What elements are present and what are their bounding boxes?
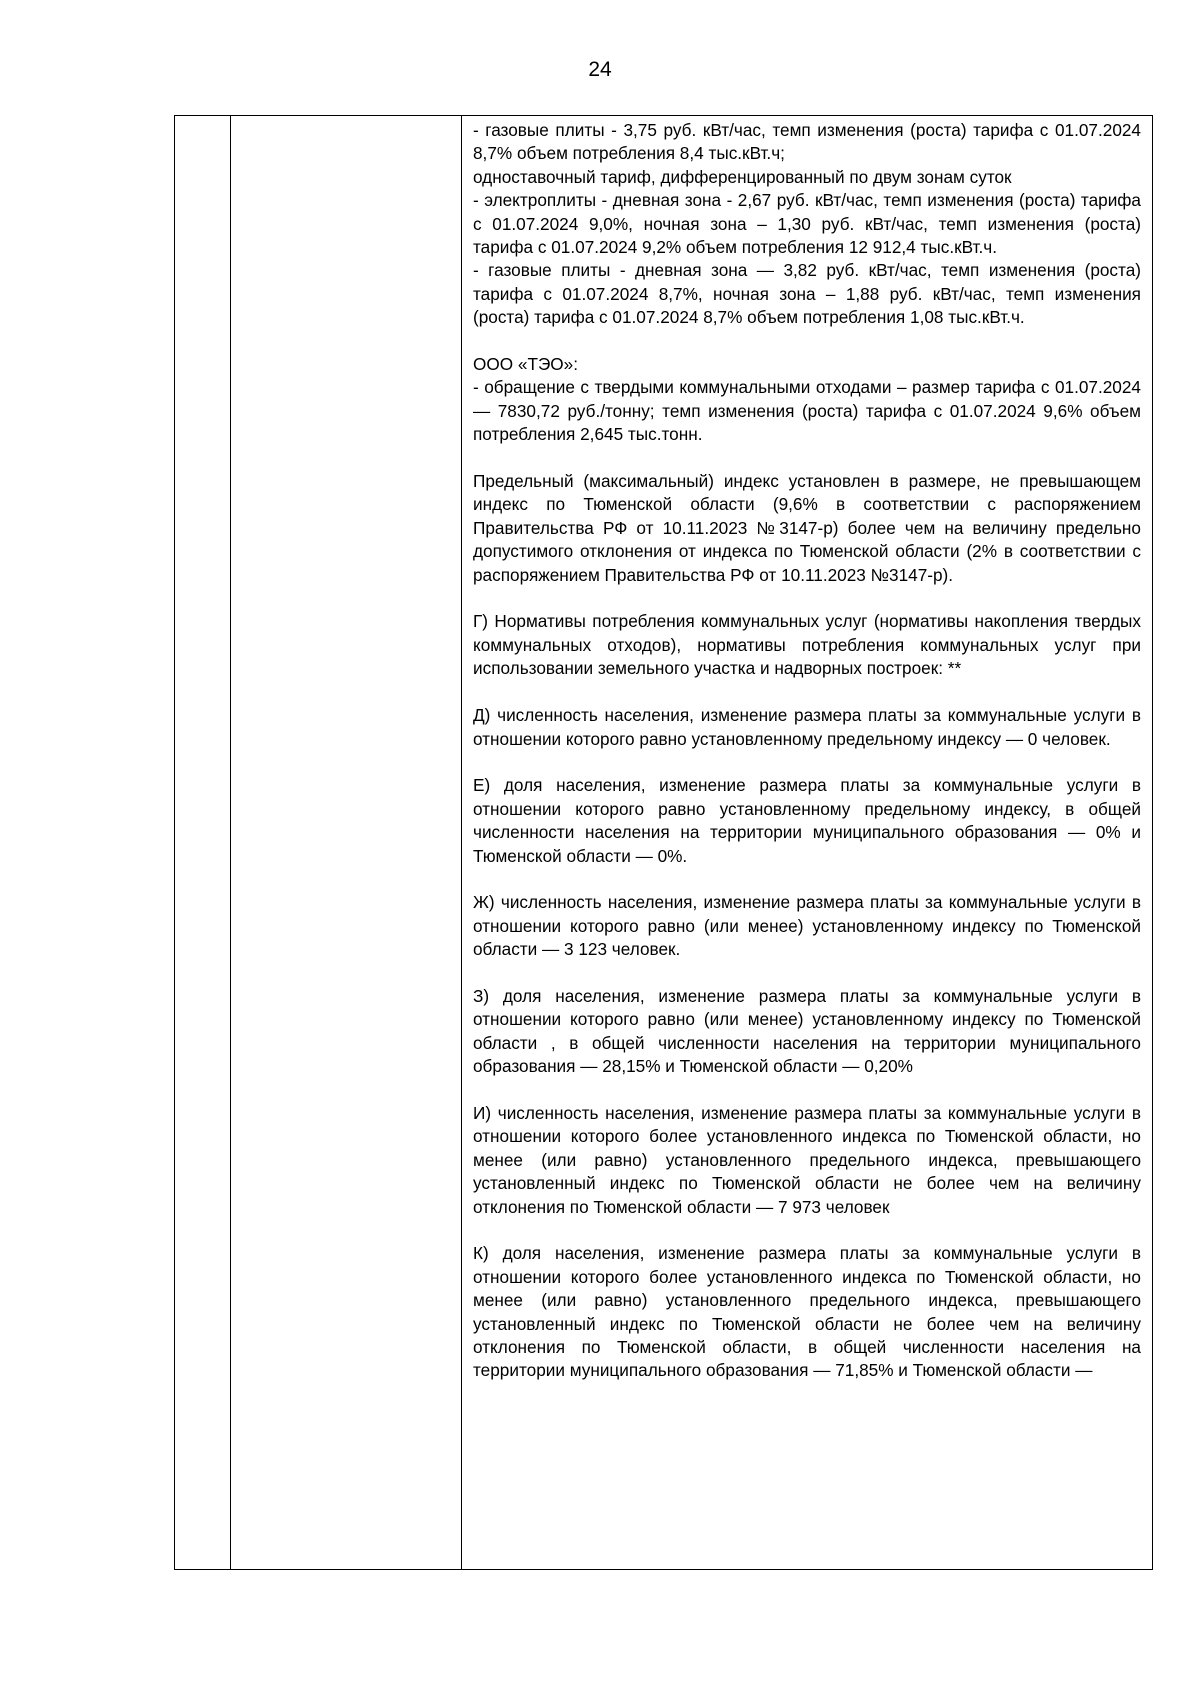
paragraph-line: ООО «ТЭО»: (473, 354, 578, 375)
paragraph (473, 1242, 1141, 1382)
paragraph (473, 774, 1141, 868)
cell-text-block (462, 116, 1152, 1383)
paragraph-line: Предельный (максимальный) индекс установлен в размере, не превышающем индекс по Тюменской области (9,6% в соответствии с распоряжением Правительства РФ от 10.11.2023 №3147-р) более чем на величину предельно допустимого отклонения от индекса по Тюменской области (2% в соответствии с распоряжением Правительства РФ от 10.11.2023 №3147-р). (473, 471, 1141, 585)
paragraph (473, 704, 1141, 751)
paragraph-line: Д) численность населения, изменение размера платы за коммунальные услуги в отношении которого равно установленному предельному индексу — 0 человек. (473, 705, 1141, 749)
table-row (175, 116, 1153, 1570)
paragraph-line: одноставочный тариф, дифференцированный по двум зонам суток (473, 166, 1012, 187)
paragraph-line: Ж) численность населения, изменение размера платы за коммунальные услуги в отношении которого равно (или менее) установленному индексу по Тюменской области — 3 123 человек. (473, 892, 1141, 960)
paragraph (473, 470, 1141, 587)
table-cell-content (462, 116, 1153, 1570)
table-cell-name (231, 116, 462, 1570)
paragraph-line: - газовые плиты - 3,75 руб. кВт/час, темп изменения (роста) тарифа с 01.07.2024 8,7% объем потребления 8,4 тыс.кВт.ч; (473, 120, 1141, 164)
paragraph (473, 985, 1141, 1079)
paragraph-line: - газовые плиты - дневная зона — 3,82 руб. кВт/час, темп изменения (роста) тарифа с 01.07.2024 8,7%, ночная зона – 1,88 руб. кВт/час, темп изменения (роста) тарифа с 01.07.2024 8,7% объем потребления 1,08 тыс.кВт.ч. (473, 260, 1141, 328)
paragraph (473, 353, 1141, 447)
paragraph-line: Г) Нормативы потребления коммунальных услуг (нормативы накопления твердых коммунальных отходов), нормативы потребления коммунальных услуг при использовании земельного участка и надворных построек: ** (473, 611, 1141, 679)
paragraph (473, 1102, 1141, 1219)
paragraph (473, 891, 1141, 961)
table-cell-number (175, 116, 231, 1570)
paragraph-line: - обращение с твердыми коммунальными отходами – размер тарифа с 01.07.2024 — 7830,72 руб./тонну; темп изменения (роста) тарифа с 01.07.2024 9,6% объем потребления 2,645 тыс.тонн. (473, 377, 1141, 445)
document-table (174, 115, 1153, 1570)
paragraph (473, 119, 1141, 330)
paragraph (473, 610, 1141, 680)
paragraph-line: - электроплиты - дневная зона - 2,67 руб. кВт/час, темп изменения (роста) тарифа с 01.07.2024 9,0%, ночная зона – 1,30 руб. кВт/час, темп изменения (роста) тарифа с 01.07.2024 9,2% объем потребления 12 912,4 тыс.кВт.ч. (473, 190, 1141, 258)
paragraph-line: З) доля населения, изменение размера платы за коммунальные услуги в отношении которого равно (или менее) установленному индексу по Тюменской области , в общей численности населения на территории муниципального образования — 28,15% и Тюменской области — 0,20% (473, 985, 1141, 1077)
paragraph-line: И) численность населения, изменение размера платы за коммунальные услуги в отношении которого более установленного индекса по Тюменской области, но менее (или равно) установленного предельного индекса, превышающего установленный индекс по Тюменской области не более чем на величину отклонения по Тюменской области — 7 973 человек (473, 1102, 1141, 1217)
paragraph-line: Е) доля населения, изменение размера платы за коммунальные услуги в отношении которого равно установленному предельному индексу, в общей численности населения на территории муниципального образования — 0% и Тюменской области — 0%. (473, 775, 1141, 866)
page-number: 24 (588, 58, 612, 81)
paragraph-line: К) доля населения, изменение размера платы за коммунальные услуги в отношении которого более установленного индекса по Тюменской области, но менее (или равно) установленного предельного индекса, превышающего установленный индекс по Тюменской области не более чем на величину отклонения по Тюменской области, в общей численности населения на территории муниципального образования — 71,85% и Тюменской области — (473, 1243, 1141, 1381)
